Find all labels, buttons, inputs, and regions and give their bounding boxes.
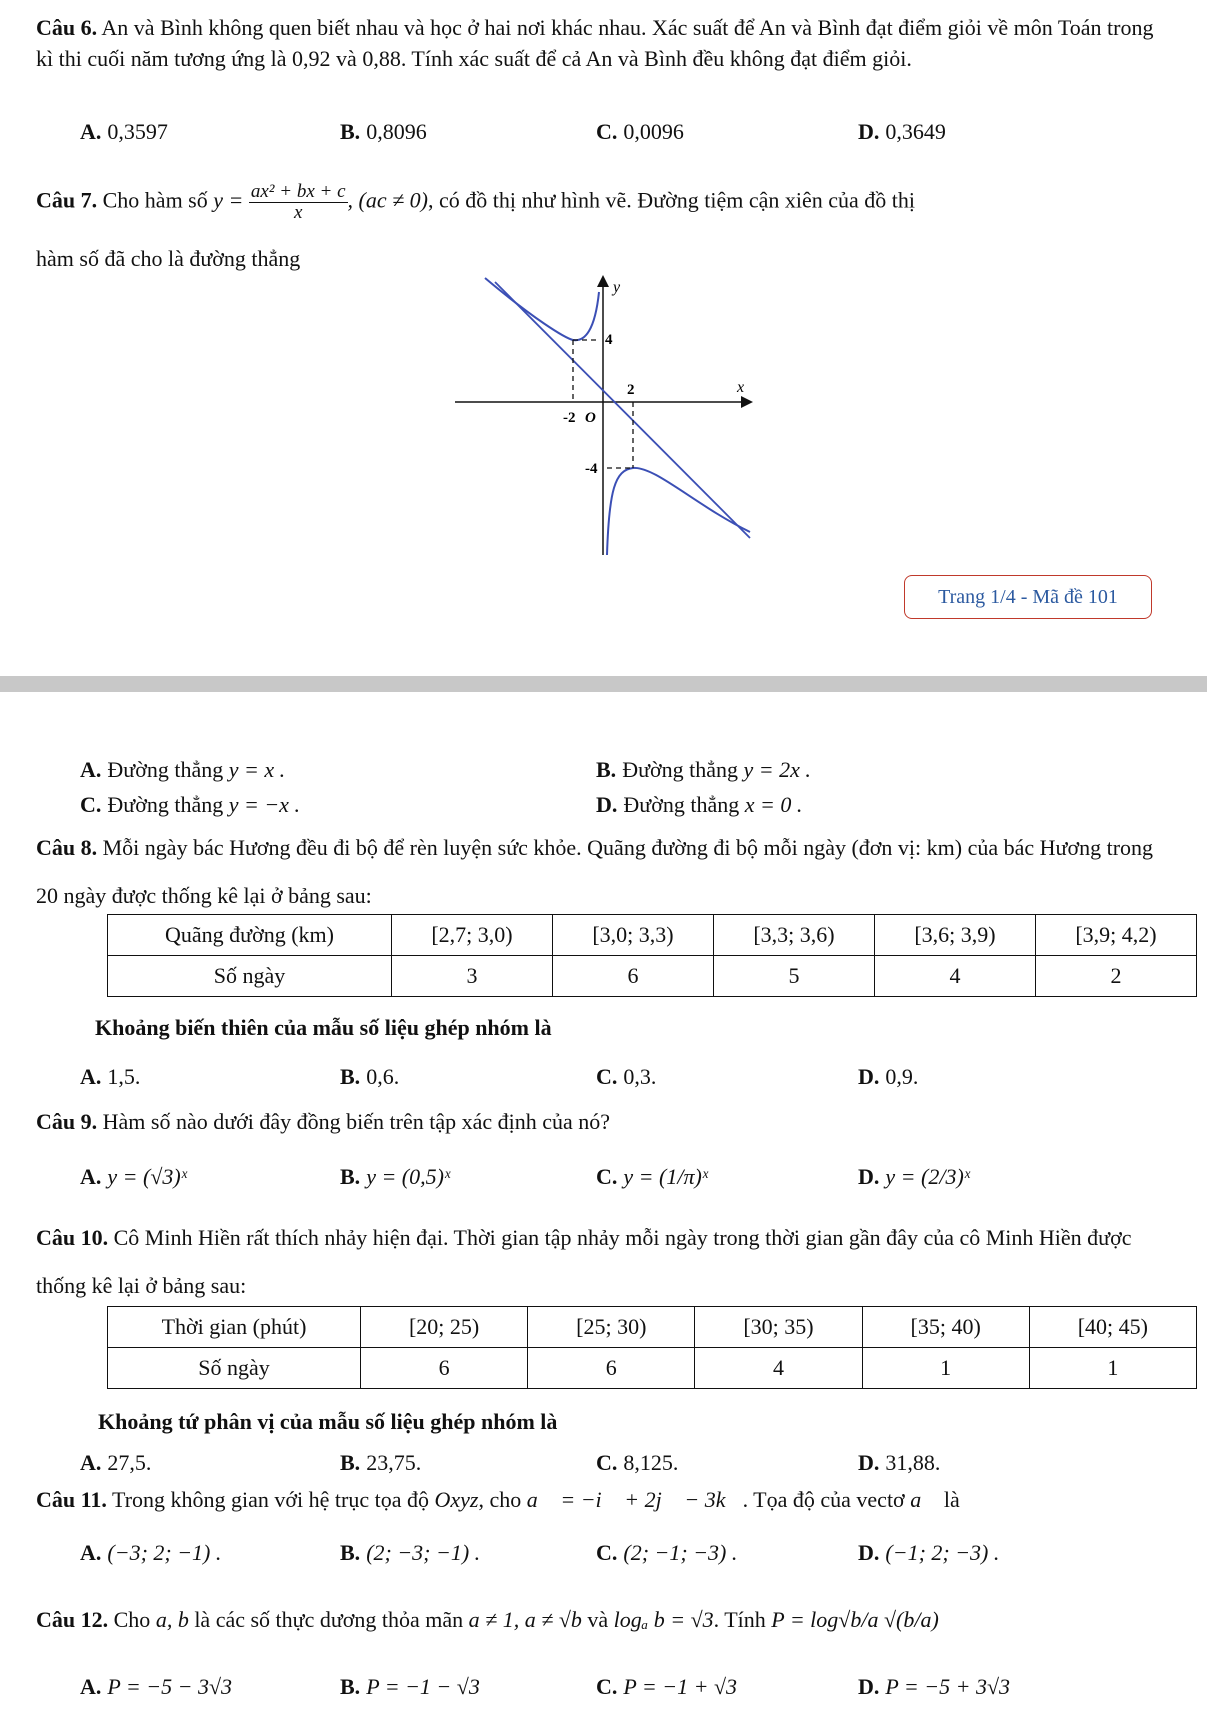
- table-cell: 6: [361, 1348, 528, 1389]
- graph-branch-left: [485, 278, 599, 340]
- table-cell: 1: [862, 1348, 1029, 1389]
- q8-option-a[interactable]: A. 1,5.: [80, 1064, 141, 1089]
- table-cell: 6: [553, 956, 714, 997]
- table-cell: 5: [714, 956, 875, 997]
- q6-option-c[interactable]: C. 0,0096: [596, 119, 684, 144]
- table-header: Số ngày: [108, 1348, 361, 1389]
- svg-text:-2: -2: [563, 410, 576, 426]
- table-cell: [3,9; 4,2): [1036, 915, 1197, 956]
- svg-text:O: O: [585, 410, 596, 426]
- table-cell: [40; 45): [1029, 1307, 1196, 1348]
- q11-option-c[interactable]: C. (2; −1; −3) .: [596, 1540, 738, 1565]
- q8-option-d[interactable]: D. 0,9.: [858, 1064, 919, 1089]
- q8-option-c[interactable]: C. 0,3.: [596, 1064, 657, 1089]
- question-11: Câu 11. Trong không gian với hệ trục tọa độ Oxyz, cho a⃗ = −i⃗ + 2j⃗ − 3k⃗. Tọa độ của vectơ a⃗ là: [36, 1487, 960, 1512]
- q11-option-a[interactable]: A. (−3; 2; −1) .: [80, 1540, 222, 1565]
- question-9: Câu 9. Hàm số nào dưới đây đồng biến trên tập xác định của nó?: [36, 1109, 611, 1134]
- table-header: Thời gian (phút): [108, 1307, 361, 1348]
- q7-option-d[interactable]: D. Đường thẳng x = 0 .: [596, 792, 803, 817]
- page-label: Trang 1/4 - Mã đề 101: [904, 575, 1152, 619]
- table-cell: [3,3; 3,6): [714, 915, 875, 956]
- q10-table: [107, 1306, 1197, 1389]
- function-graph: [455, 270, 765, 560]
- q7-option-b[interactable]: B. Đường thẳng y = 2x .: [596, 757, 811, 782]
- q12-option-b[interactable]: B. P = −1 − √3: [340, 1674, 480, 1699]
- question-label: Câu 11.: [36, 1487, 107, 1512]
- table-header: Quãng đường (km): [108, 915, 392, 956]
- q9-option-b[interactable]: B. y = (0,5)ˣ: [340, 1164, 451, 1189]
- question-label: Câu 9.: [36, 1109, 98, 1134]
- q7-option-c[interactable]: C. Đường thẳng y = −x .: [80, 792, 300, 817]
- table-cell: 4: [695, 1348, 862, 1389]
- question-7: Câu 7. Cho hàm số y = $\frac{\text{ax² + bx + c}}{x}$ , (ac ≠ 0), có đồ thị như hình vẽ. Đường tiệm cận xiên của đồ thị: [36, 181, 916, 223]
- question-6: [36, 12, 1176, 74]
- question-12: Câu 12. Cho a, b là các số thực dương thỏa mãn a ≠ 1, a ≠ √b và logₐ b = √3. Tính P = log√b/a √(b/a): [36, 1607, 939, 1632]
- table-cell: 2: [1036, 956, 1197, 997]
- svg-text:2: 2: [627, 382, 635, 398]
- question-8: Câu 8. Mỗi ngày bác Hương đều đi bộ để rèn luyện sức khỏe. Quãng đường đi bộ mỗi ngày (đơn vị: km) của bác Hương trong 20 ngày được thống kê lại ở bảng sau:: [36, 835, 1154, 908]
- q12-option-d[interactable]: D. P = −5 + 3√3: [858, 1674, 1011, 1699]
- question-label: Câu 8.: [36, 835, 98, 860]
- table-cell: [3,6; 3,9): [875, 915, 1036, 956]
- table-cell: [2,7; 3,0): [392, 915, 553, 956]
- q8-table: [107, 914, 1197, 997]
- q6-option-a[interactable]: A. 0,3597: [80, 119, 168, 144]
- q8-option-b[interactable]: B. 0,6.: [340, 1064, 400, 1089]
- question-label: Câu 12.: [36, 1607, 109, 1632]
- question-label: Câu 7.: [36, 187, 98, 213]
- table-header: Số ngày: [108, 956, 392, 997]
- table-cell: 1: [1029, 1348, 1196, 1389]
- table-cell: 6: [528, 1348, 695, 1389]
- question-text: An và Bình không quen biết nhau và học ở hai nơi khác nhau. Xác suất để An và Bình đạt điểm giỏi về môn Toán trong kì thi cuối năm tương ứng là 0,92 và 0,88. Tính xác suất để cả An và Bình đều không đạt điểm giỏi.: [36, 15, 1154, 71]
- q10-caption: Khoảng tứ phân vị của mẫu số liệu ghép nhóm là: [98, 1409, 558, 1434]
- question-label: Câu 6.: [36, 15, 98, 40]
- asymptote-line: [495, 282, 750, 538]
- svg-text:4: 4: [605, 332, 613, 348]
- question-7-line2: hàm số đã cho là đường thẳng: [36, 246, 301, 271]
- q9-option-a[interactable]: A. y = (√3)ˣ: [80, 1164, 187, 1189]
- q9-option-d[interactable]: D. y = (2/3)ˣ: [858, 1164, 970, 1189]
- table-cell: 4: [875, 956, 1036, 997]
- svg-text:x: x: [737, 379, 745, 396]
- q7-option-a[interactable]: A. Đường thẳng y = x .: [80, 757, 286, 782]
- q10-option-b[interactable]: B. 23,75.: [340, 1450, 422, 1475]
- table-cell: [30; 35): [695, 1307, 862, 1348]
- page-divider: [0, 676, 1207, 692]
- table-cell: [35; 40): [862, 1307, 1029, 1348]
- table-cell: 3: [392, 956, 553, 997]
- q6-option-d[interactable]: D. 0,3649: [858, 119, 946, 144]
- question-label: Câu 10.: [36, 1225, 109, 1250]
- q12-option-c[interactable]: C. P = −1 + √3: [596, 1674, 738, 1699]
- question-10: Câu 10. Cô Minh Hiền rất thích nhảy hiện đại. Thời gian tập nhảy mỗi ngày trong thời gian gần đây của cô Minh Hiền được thống kê lại ở bảng sau:: [36, 1225, 1132, 1298]
- q10-option-a[interactable]: A. 27,5.: [80, 1450, 152, 1475]
- table-cell: [3,0; 3,3): [553, 915, 714, 956]
- q9-option-c[interactable]: C. y = (1/π)ˣ: [596, 1164, 708, 1189]
- q11-option-b[interactable]: B. (2; −3; −1) .: [340, 1540, 481, 1565]
- q11-option-d[interactable]: D. (−1; 2; −3) .: [858, 1540, 1000, 1565]
- svg-text:y: y: [613, 279, 621, 296]
- q10-option-d[interactable]: D. 31,88.: [858, 1450, 941, 1475]
- table-cell: [20; 25): [361, 1307, 528, 1348]
- table-cell: [25; 30): [528, 1307, 695, 1348]
- function-fraction: $\frac{\text{ax² + bx + c}}{x}$: [250, 181, 346, 223]
- q6-option-b[interactable]: B. 0,8096: [340, 119, 427, 144]
- svg-text:-4: -4: [585, 461, 598, 477]
- q12-option-a[interactable]: A. P = −5 − 3√3: [80, 1674, 233, 1699]
- q8-caption: Khoảng biến thiên của mẫu số liệu ghép nhóm là: [95, 1015, 552, 1040]
- q10-option-c[interactable]: C. 8,125.: [596, 1450, 679, 1475]
- graph-branch-right: [607, 468, 750, 555]
